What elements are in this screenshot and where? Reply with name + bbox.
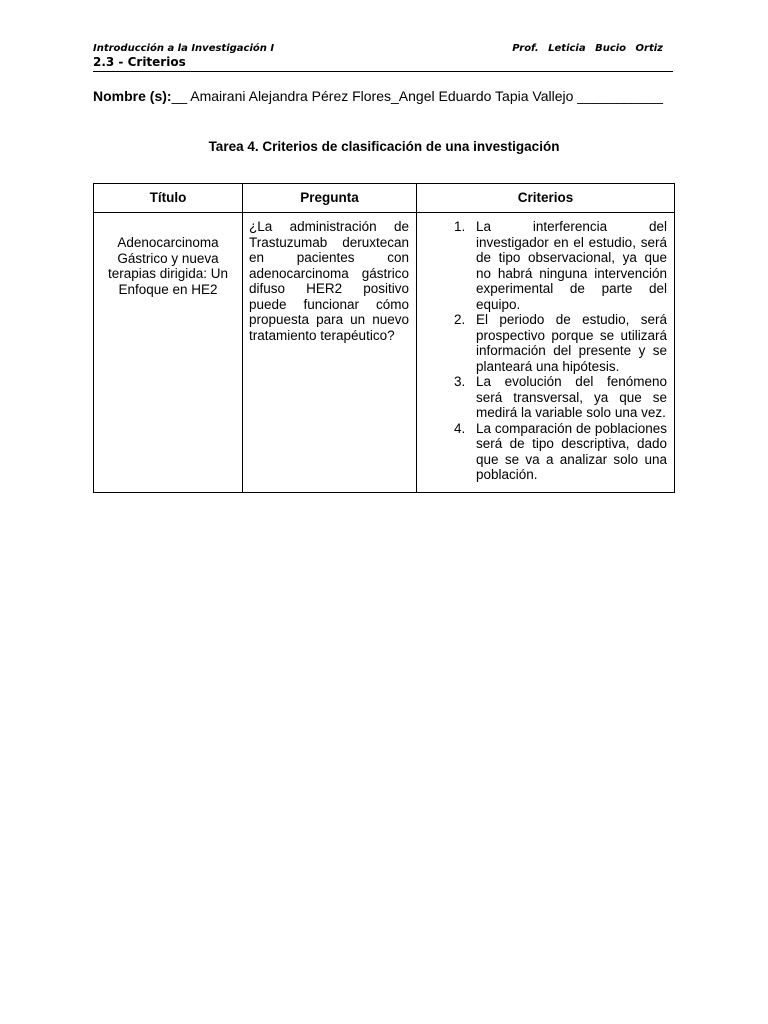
table-row [94,213,675,493]
cell-question: ¿La administración de Trastuzumab deruxtecan en pacientes con adenocarcinoma gástrico difuso HER2 positivo puede funcionar cómo propuesta para un nuevo tratamiento terapéutico? [243,213,417,493]
table-header-row [94,184,675,213]
cell-criteria [417,213,675,493]
criterion-item: 1. La interferencia del investigador en el estudio, será de tipo observacional, ya que no habrá ninguna intervención experimental de parte del equipo. [469,219,667,312]
student-names-line [93,88,663,104]
criteria-list [423,219,667,483]
task-title: Tarea 4. Criterios de clasificación de una investigación [208,139,560,154]
header-criterios: Criterios [417,184,675,213]
criteria-table [93,183,675,493]
header-titulo: Título [94,184,243,213]
header-row [93,43,673,54]
names-value: __ Amairani Alejandra Pérez Flores_Angel Eduardo Tapia Vallejo ___________ [171,88,663,104]
header-pregunta: Pregunta [243,184,417,213]
section-title: 2.3 - Criterios [93,55,673,72]
criterion-item: 2. El periodo de estudio, será prospectivo porque se utilizará información del presente y se planteará una hipótesis. [469,312,667,374]
course-name: Introducción a la Investigación I [93,43,275,54]
criterion-item: 4. La comparación de poblaciones será de tipo descriptiva, dado que se va a analizar solo una población. [469,421,667,483]
criterion-item: 3. La evolución del fenómeno será transversal, ya que se medirá la variable solo una vez. [469,374,667,421]
cell-title: Adenocarcinoma Gástrico y nueva terapias dirigida: Un Enfoque en HE2 [94,213,243,493]
professor-name: Prof. Leticia Bucio Ortiz [512,43,663,54]
page-header [93,43,673,72]
names-label: Nombre (s): [93,88,172,104]
